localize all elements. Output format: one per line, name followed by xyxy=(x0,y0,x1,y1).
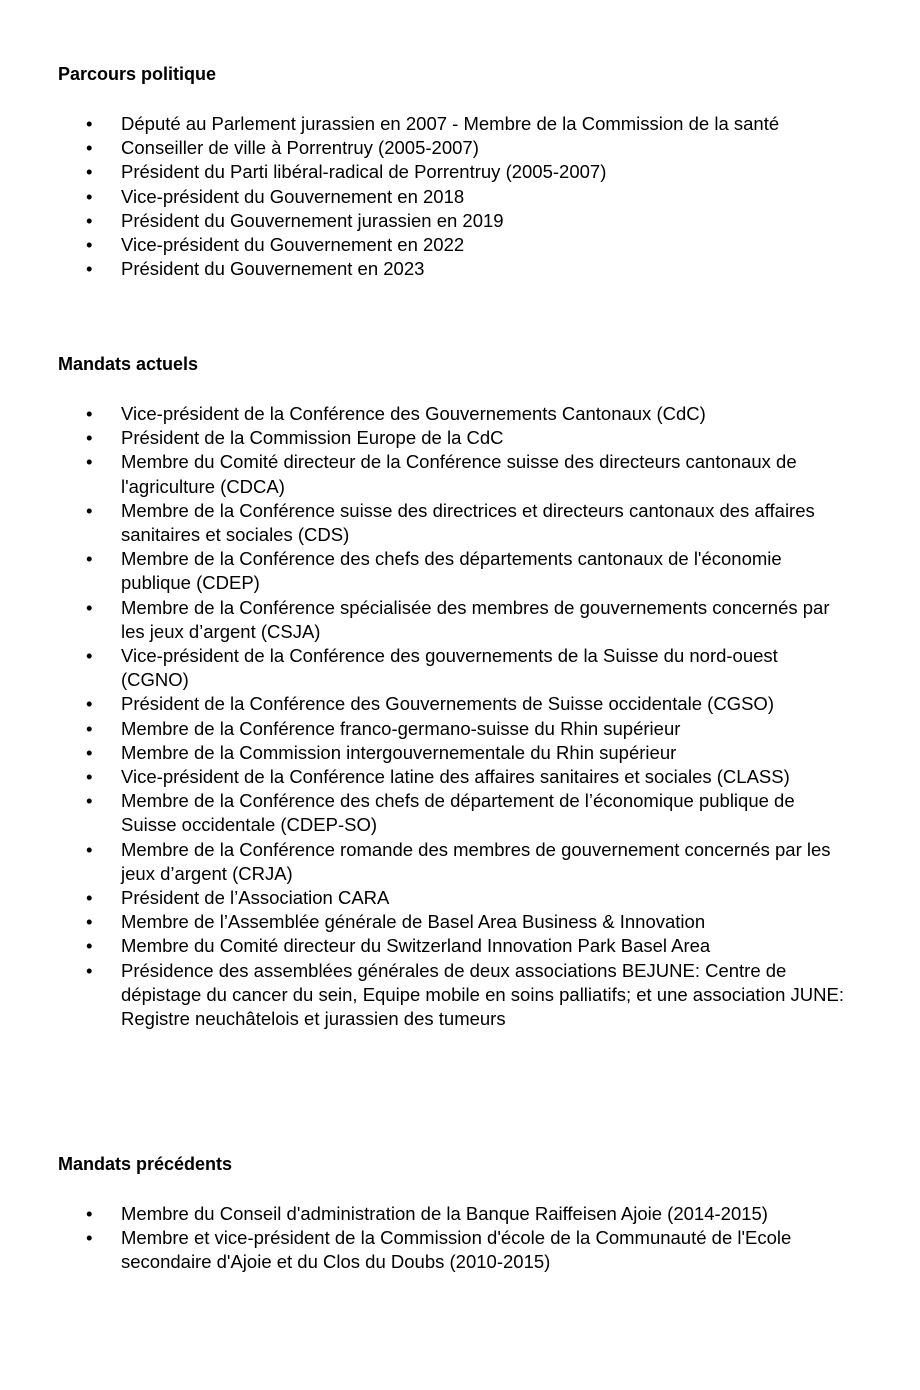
list-item xyxy=(86,136,846,160)
list-item xyxy=(86,1202,846,1226)
list-item-text: Membre de la Commission intergouvernementale du Rhin supérieur xyxy=(121,741,677,763)
list-item-text: Président du Parti libéral-radical de Porrentruy (2005-2007) xyxy=(121,161,607,183)
list-parcours-politique xyxy=(86,112,846,281)
list-item xyxy=(86,910,846,934)
list-item xyxy=(86,160,846,184)
bullet-icon: • xyxy=(86,838,93,860)
list-item-text: Vice-président du Gouvernement en 2022 xyxy=(121,234,465,256)
list-item xyxy=(86,692,846,716)
bullet-icon: • xyxy=(86,935,93,957)
list-item-text: Membre de la Conférence spécialisée des membres de gouvernements concernés par les jeux d’argent (CSJA) xyxy=(121,596,830,642)
list-item-text: Président du Gouvernement en 2023 xyxy=(121,258,425,280)
list-item xyxy=(86,257,846,281)
list-item-text: Membre de la Conférence des chefs de département de l’économique publique de Suisse occidentale (CDEP-SO) xyxy=(121,790,795,836)
list-item xyxy=(86,499,846,547)
list-item xyxy=(86,112,846,136)
list-item xyxy=(86,209,846,233)
list-item-text: Président de l’Association CARA xyxy=(121,887,390,909)
list-item xyxy=(86,547,846,595)
bullet-icon: • xyxy=(86,451,93,473)
list-item-text: Vice-président de la Conférence latine des affaires sanitaires et sociales (CLASS) xyxy=(121,766,790,788)
list-item-text: Membre et vice-président de la Commission d'école de la Communauté de l'Ecole secondaire d'Ajoie et du Clos du Doubs (2010-2015) xyxy=(121,1227,792,1273)
bullet-icon: • xyxy=(86,234,93,256)
bullet-icon: • xyxy=(86,717,93,739)
list-item-text: Membre de la Conférence des chefs des départements cantonaux de l'économie publique (CDEP) xyxy=(121,548,782,594)
bullet-icon: • xyxy=(86,1203,93,1224)
list-item xyxy=(86,959,846,1032)
list-mandats-actuels xyxy=(86,402,846,1031)
list-item-text: Député au Parlement jurassien en 2007 - Membre de la Commission de la santé xyxy=(121,113,780,134)
list-item xyxy=(86,596,846,644)
list-item xyxy=(86,426,846,450)
bullet-icon: • xyxy=(86,790,93,812)
bullet-icon: • xyxy=(86,403,93,424)
bullet-icon: • xyxy=(86,548,93,570)
list-item xyxy=(86,717,846,741)
bullet-icon: • xyxy=(86,185,93,207)
list-item-text: Président du Gouvernement jurassien en 2019 xyxy=(121,209,504,231)
bullet-icon: • xyxy=(86,161,93,183)
bullet-icon: • xyxy=(86,499,93,521)
list-item xyxy=(86,1226,846,1274)
bullet-icon: • xyxy=(86,427,93,449)
bullet-icon: • xyxy=(86,693,93,715)
list-item-text: Vice-président de la Conférence des Gouvernements Cantonaux (CdC) xyxy=(121,403,706,424)
bullet-icon: • xyxy=(86,911,93,933)
list-item xyxy=(86,644,846,692)
list-item-text: Membre de la Conférence franco-germano-suisse du Rhin supérieur xyxy=(121,717,681,739)
bullet-icon: • xyxy=(86,209,93,231)
list-item xyxy=(86,765,846,789)
list-item-text: Membre du Comité directeur de la Conférence suisse des directeurs cantonaux de l'agriculture (CDCA) xyxy=(121,451,797,497)
list-item-text: Membre de la Conférence suisse des directrices et directeurs cantonaux des affaires sanitaires et sociales (CDS) xyxy=(121,499,815,546)
list-item xyxy=(86,934,846,958)
bullet-icon: • xyxy=(86,766,93,788)
bullet-icon: • xyxy=(86,137,93,159)
list-item xyxy=(86,402,846,426)
bullet-icon: • xyxy=(86,113,93,134)
list-item-text: Conseiller de ville à Porrentruy (2005-2007) xyxy=(121,137,479,159)
list-item-text: Vice-président du Gouvernement en 2018 xyxy=(121,185,465,207)
list-item-text: Membre du Comité directeur du Switzerland Innovation Park Basel Area xyxy=(121,935,711,957)
list-item-text: Vice-président de la Conférence des gouvernements de la Suisse du nord-ouest (CGNO) xyxy=(121,645,778,691)
bullet-icon: • xyxy=(86,258,93,280)
bullet-icon: • xyxy=(86,596,93,618)
list-item xyxy=(86,233,846,257)
list-item xyxy=(86,789,846,837)
list-item xyxy=(86,886,846,910)
list-item-text: Président de la Commission Europe de la CdC xyxy=(121,427,504,449)
section-title-parcours-politique: Parcours politique xyxy=(58,64,217,84)
section-title-mandats-precedents: Mandats précédents xyxy=(58,1154,233,1174)
list-item-text: Membre de la Conférence romande des membres de gouvernement concernés par les jeux d’argent (CRJA) xyxy=(121,838,831,884)
list-item-text: Président de la Conférence des Gouvernements de Suisse occidentale (CGSO) xyxy=(121,693,774,715)
bullet-icon: • xyxy=(86,1227,93,1249)
bullet-icon: • xyxy=(86,741,93,763)
bullet-icon: • xyxy=(86,959,93,981)
list-item xyxy=(86,450,846,498)
list-mandats-precedents xyxy=(86,1202,846,1275)
list-item-text: Membre de l’Assemblée générale de Basel Area Business & Innovation xyxy=(121,911,706,933)
bullet-icon: • xyxy=(86,645,93,667)
list-item xyxy=(86,838,846,886)
list-item xyxy=(86,185,846,209)
bullet-icon: • xyxy=(86,887,93,909)
list-item-text: Membre du Conseil d'administration de la Banque Raiffeisen Ajoie (2014-2015) xyxy=(121,1203,768,1224)
list-item-text: Présidence des assemblées générales de deux associations BEJUNE: Centre de dépistage du cancer du sein, Equipe mobile en soins palliatifs; et une association JUNE: Registre neuchâtelois et jurassien des tumeurs xyxy=(121,959,844,1030)
list-item xyxy=(86,741,846,765)
section-title-mandats-actuels: Mandats actuels xyxy=(58,354,199,374)
